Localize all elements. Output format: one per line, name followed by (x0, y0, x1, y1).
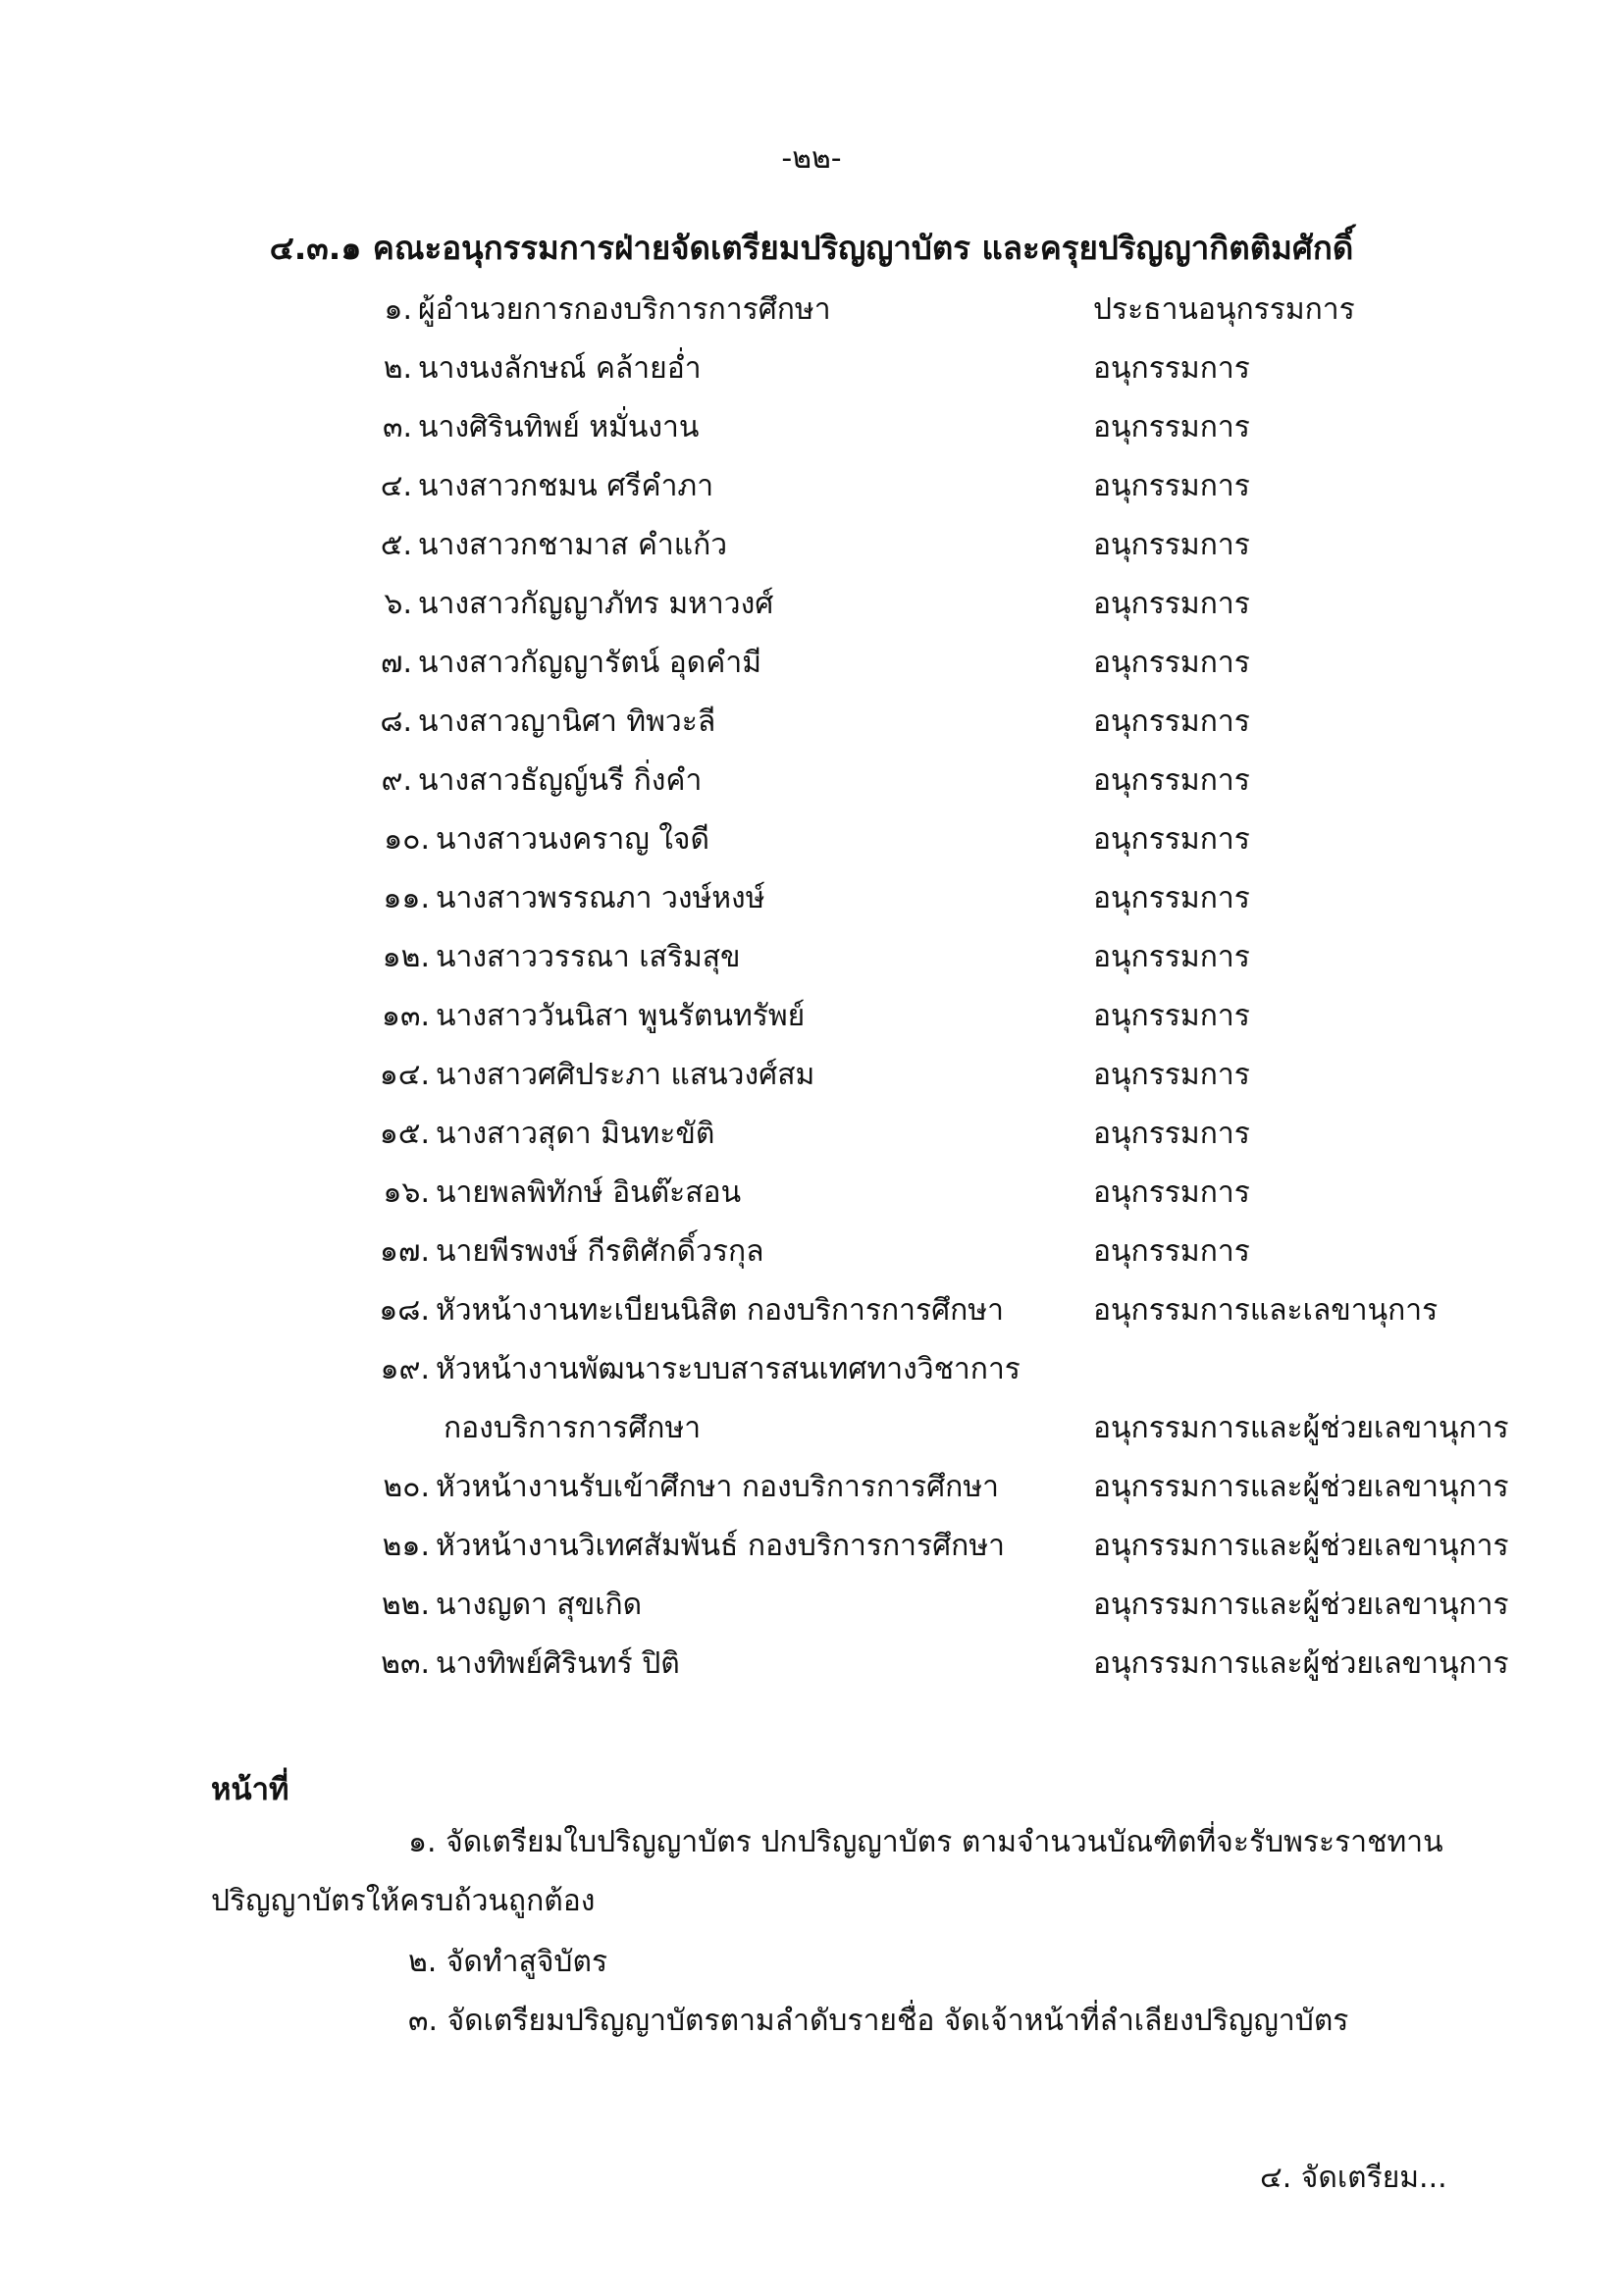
duty-item-1-continuation: ปริญญาบัตรให้ครบถ้วนถูกต้อง (211, 1884, 596, 1918)
member-name (375, 1340, 1021, 1399)
member-role: อนุกรรมการ (1093, 881, 1250, 915)
member-role: อนุกรรมการ (1093, 1117, 1250, 1151)
member-number: ๙. (381, 763, 412, 798)
member-name-text: นางนงลักษณ์ คล้ายอ่ำ (418, 351, 702, 386)
member-role: อนุกรรมการและผู้ช่วยเลขานุการ (1093, 1411, 1509, 1445)
member-number: ๑๖. (383, 1175, 430, 1210)
member-number: ๘. (380, 704, 412, 739)
member-name-text: นายพีรพงษ์ กีรติศักดิ์วรกุล (436, 1234, 764, 1269)
member-role: อนุกรรมการและผู้ช่วยเลขานุการ (1093, 1529, 1509, 1563)
member-name (375, 1164, 741, 1223)
member-row (0, 1105, 1623, 1164)
member-name-text: หัวหน้างานรับเข้าศึกษา กองบริการการศึกษา (436, 1470, 999, 1504)
member-name-text: นางสาววันนิสา พูนรัตนทรัพย์ (436, 999, 806, 1033)
member-name-text: หัวหน้างานพัฒนาระบบสารสนเทศทางวิชาการ (436, 1352, 1021, 1386)
member-name-text: นางสาววรรณา เสริมสุข (436, 940, 741, 974)
member-role: อนุกรรมการ (1093, 1175, 1250, 1210)
member-row (0, 1164, 1623, 1223)
section-title: ๔.๓.๑ คณะอนุกรรมการฝ่ายจัดเตรียมปริญญาบัตร และครุยปริญญากิตติมศักดิ์ (269, 229, 1354, 267)
member-role: อนุกรรมการ (1093, 469, 1250, 503)
member-role: อนุกรรมการ (1093, 1234, 1250, 1269)
member-name (375, 1635, 680, 1694)
member-row (0, 575, 1623, 634)
member-name (373, 281, 831, 339)
member-name-text: นางสาวกัญญารัตน์ อุดคำมี (418, 646, 761, 680)
member-row (0, 516, 1623, 575)
member-name (375, 810, 709, 869)
member-name (373, 575, 773, 634)
member-number: ๑๔. (379, 1058, 430, 1092)
member-number: ๑๓. (381, 999, 430, 1033)
member-role: อนุกรรมการและผู้ช่วยเลขานุการ (1093, 1470, 1509, 1504)
member-role: อนุกรรมการ (1093, 351, 1250, 386)
member-number: ๑๑. (383, 881, 430, 915)
member-name (373, 516, 727, 575)
member-name-text: หัวหน้างานวิเทศสัมพันธ์ กองบริการการศึกษา (436, 1529, 1005, 1563)
member-name (375, 1517, 1005, 1576)
member-row (0, 693, 1623, 752)
member-name-text: นางสาวธัญญ์นรี กิ่งคำ (418, 763, 703, 798)
member-name-text: นางศิรินทิพย์ หมั่นงาน (418, 410, 700, 444)
member-role: อนุกรรมการ (1093, 763, 1250, 798)
member-name-text: นางสาวนงคราญ ใจดี (436, 822, 709, 857)
member-number: ๑๙. (380, 1352, 430, 1386)
member-name (375, 1458, 999, 1517)
member-name (373, 398, 699, 457)
member-name (373, 634, 761, 693)
member-role: อนุกรรมการ (1093, 646, 1250, 680)
member-row (0, 1340, 1623, 1458)
member-number: ๕. (380, 528, 412, 562)
member-number: ๖. (384, 587, 412, 621)
member-name-text: หัวหน้างานทะเบียนนิสิต กองบริการการศึกษา (436, 1293, 1004, 1328)
member-name (373, 752, 702, 810)
member-name (375, 1046, 814, 1105)
member-role: อนุกรรมการ (1093, 587, 1250, 621)
member-name (373, 339, 702, 398)
member-name-line2: กองบริการการศึกษา (444, 1411, 702, 1445)
member-name-text: นายพลพิทักษ์ อินต๊ะสอน (436, 1175, 742, 1210)
member-row (0, 634, 1623, 693)
member-role: อนุกรรมการ (1093, 704, 1250, 739)
member-number: ๗. (380, 646, 412, 680)
member-role: อนุกรรมการและผู้ช่วยเลขานุการ (1093, 1588, 1509, 1622)
member-name-text: นางสาวสุดา มินทะขัติ (436, 1117, 715, 1151)
member-number: ๔. (380, 469, 412, 503)
page-number: -๒๒- (781, 141, 842, 176)
member-number: ๑๐. (384, 822, 430, 857)
member-name (375, 928, 741, 987)
member-role: อนุกรรมการ (1093, 410, 1250, 444)
member-name-text: นางสาวศศิประภา แสนวงศ์สม (436, 1058, 815, 1092)
member-number: ๓. (382, 410, 412, 444)
member-row (0, 928, 1623, 987)
member-number: ๑๕. (379, 1117, 430, 1151)
member-name-text: นางสาวญานิศา ทิพวะลี (418, 704, 716, 739)
member-list (0, 281, 1623, 1694)
member-name (373, 457, 713, 516)
member-number: ๒. (383, 351, 412, 386)
member-role: ประธานอนุกรรมการ (1093, 292, 1355, 327)
member-name (375, 1223, 764, 1281)
member-row (0, 457, 1623, 516)
member-name (375, 1576, 642, 1635)
member-role: อนุกรรมการ (1093, 822, 1250, 857)
member-row (0, 1046, 1623, 1105)
member-row (0, 987, 1623, 1046)
member-name-text: ผู้อำนวยการกองบริการการศึกษา (418, 292, 831, 327)
duty-item-2: ๒. จัดทำสูจิบัตร (408, 1945, 608, 1979)
member-role: อนุกรรมการ (1093, 1058, 1250, 1092)
member-row (0, 1281, 1623, 1340)
member-number: ๑๘. (379, 1293, 430, 1328)
member-number: ๒๓. (381, 1646, 430, 1681)
member-number: ๑๗. (379, 1234, 430, 1269)
member-row (0, 1458, 1623, 1517)
member-name-text: นางทิพย์ศิรินทร์ ปิติ (436, 1646, 680, 1681)
member-number: ๑๒. (382, 940, 430, 974)
member-row (0, 869, 1623, 928)
duties-heading: หน้าที่ (211, 1772, 289, 1807)
member-name-text: นางญดา สุขเกิด (436, 1588, 643, 1622)
duty-item-3: ๓. จัดเตรียมปริญญาบัตรตามลำดับรายชื่อ จัดเจ้าหน้าที่ลำเลียงปริญญาบัตร (408, 2004, 1349, 2038)
member-number: ๒๐. (383, 1470, 430, 1504)
member-role: อนุกรรมการและเลขานุการ (1093, 1293, 1439, 1328)
member-row (0, 1576, 1623, 1635)
member-row (0, 1635, 1623, 1694)
member-name-text: นางสาวพรรณภา วงษ์หงษ์ (436, 881, 765, 915)
member-number: ๒๒. (381, 1588, 430, 1622)
member-row (0, 752, 1623, 810)
member-name (373, 693, 715, 752)
member-name-text: นางสาวกัญญาภัทร มหาวงศ์ (418, 587, 774, 621)
member-row (0, 1223, 1623, 1281)
member-role: อนุกรรมการ (1093, 940, 1250, 974)
member-role: อนุกรรมการ (1093, 528, 1250, 562)
member-name (375, 987, 805, 1046)
member-number: ๒๑. (382, 1529, 430, 1563)
member-role: อนุกรรมการ (1093, 999, 1250, 1033)
duty-item-1: ๑. จัดเตรียมใบปริญญาบัตร ปกปริญญาบัตร ตามจำนวนบัณฑิตที่จะรับพระราชทาน (408, 1825, 1443, 1859)
member-role: อนุกรรมการและผู้ช่วยเลขานุการ (1093, 1646, 1509, 1681)
member-name (375, 1281, 1004, 1340)
member-name-text: นางสาวกชามาส คำแก้ว (418, 528, 728, 562)
member-row (0, 281, 1623, 339)
member-row (0, 398, 1623, 457)
member-name (375, 1105, 714, 1164)
member-number: ๑. (384, 292, 412, 327)
member-row (0, 810, 1623, 869)
member-name (375, 869, 764, 928)
member-row (0, 1517, 1623, 1576)
page-continuation: ๔. จัดเตรียม... (1260, 2161, 1447, 2195)
member-name-text: นางสาวกชมน ศรีคำภา (418, 469, 714, 503)
member-row (0, 339, 1623, 398)
